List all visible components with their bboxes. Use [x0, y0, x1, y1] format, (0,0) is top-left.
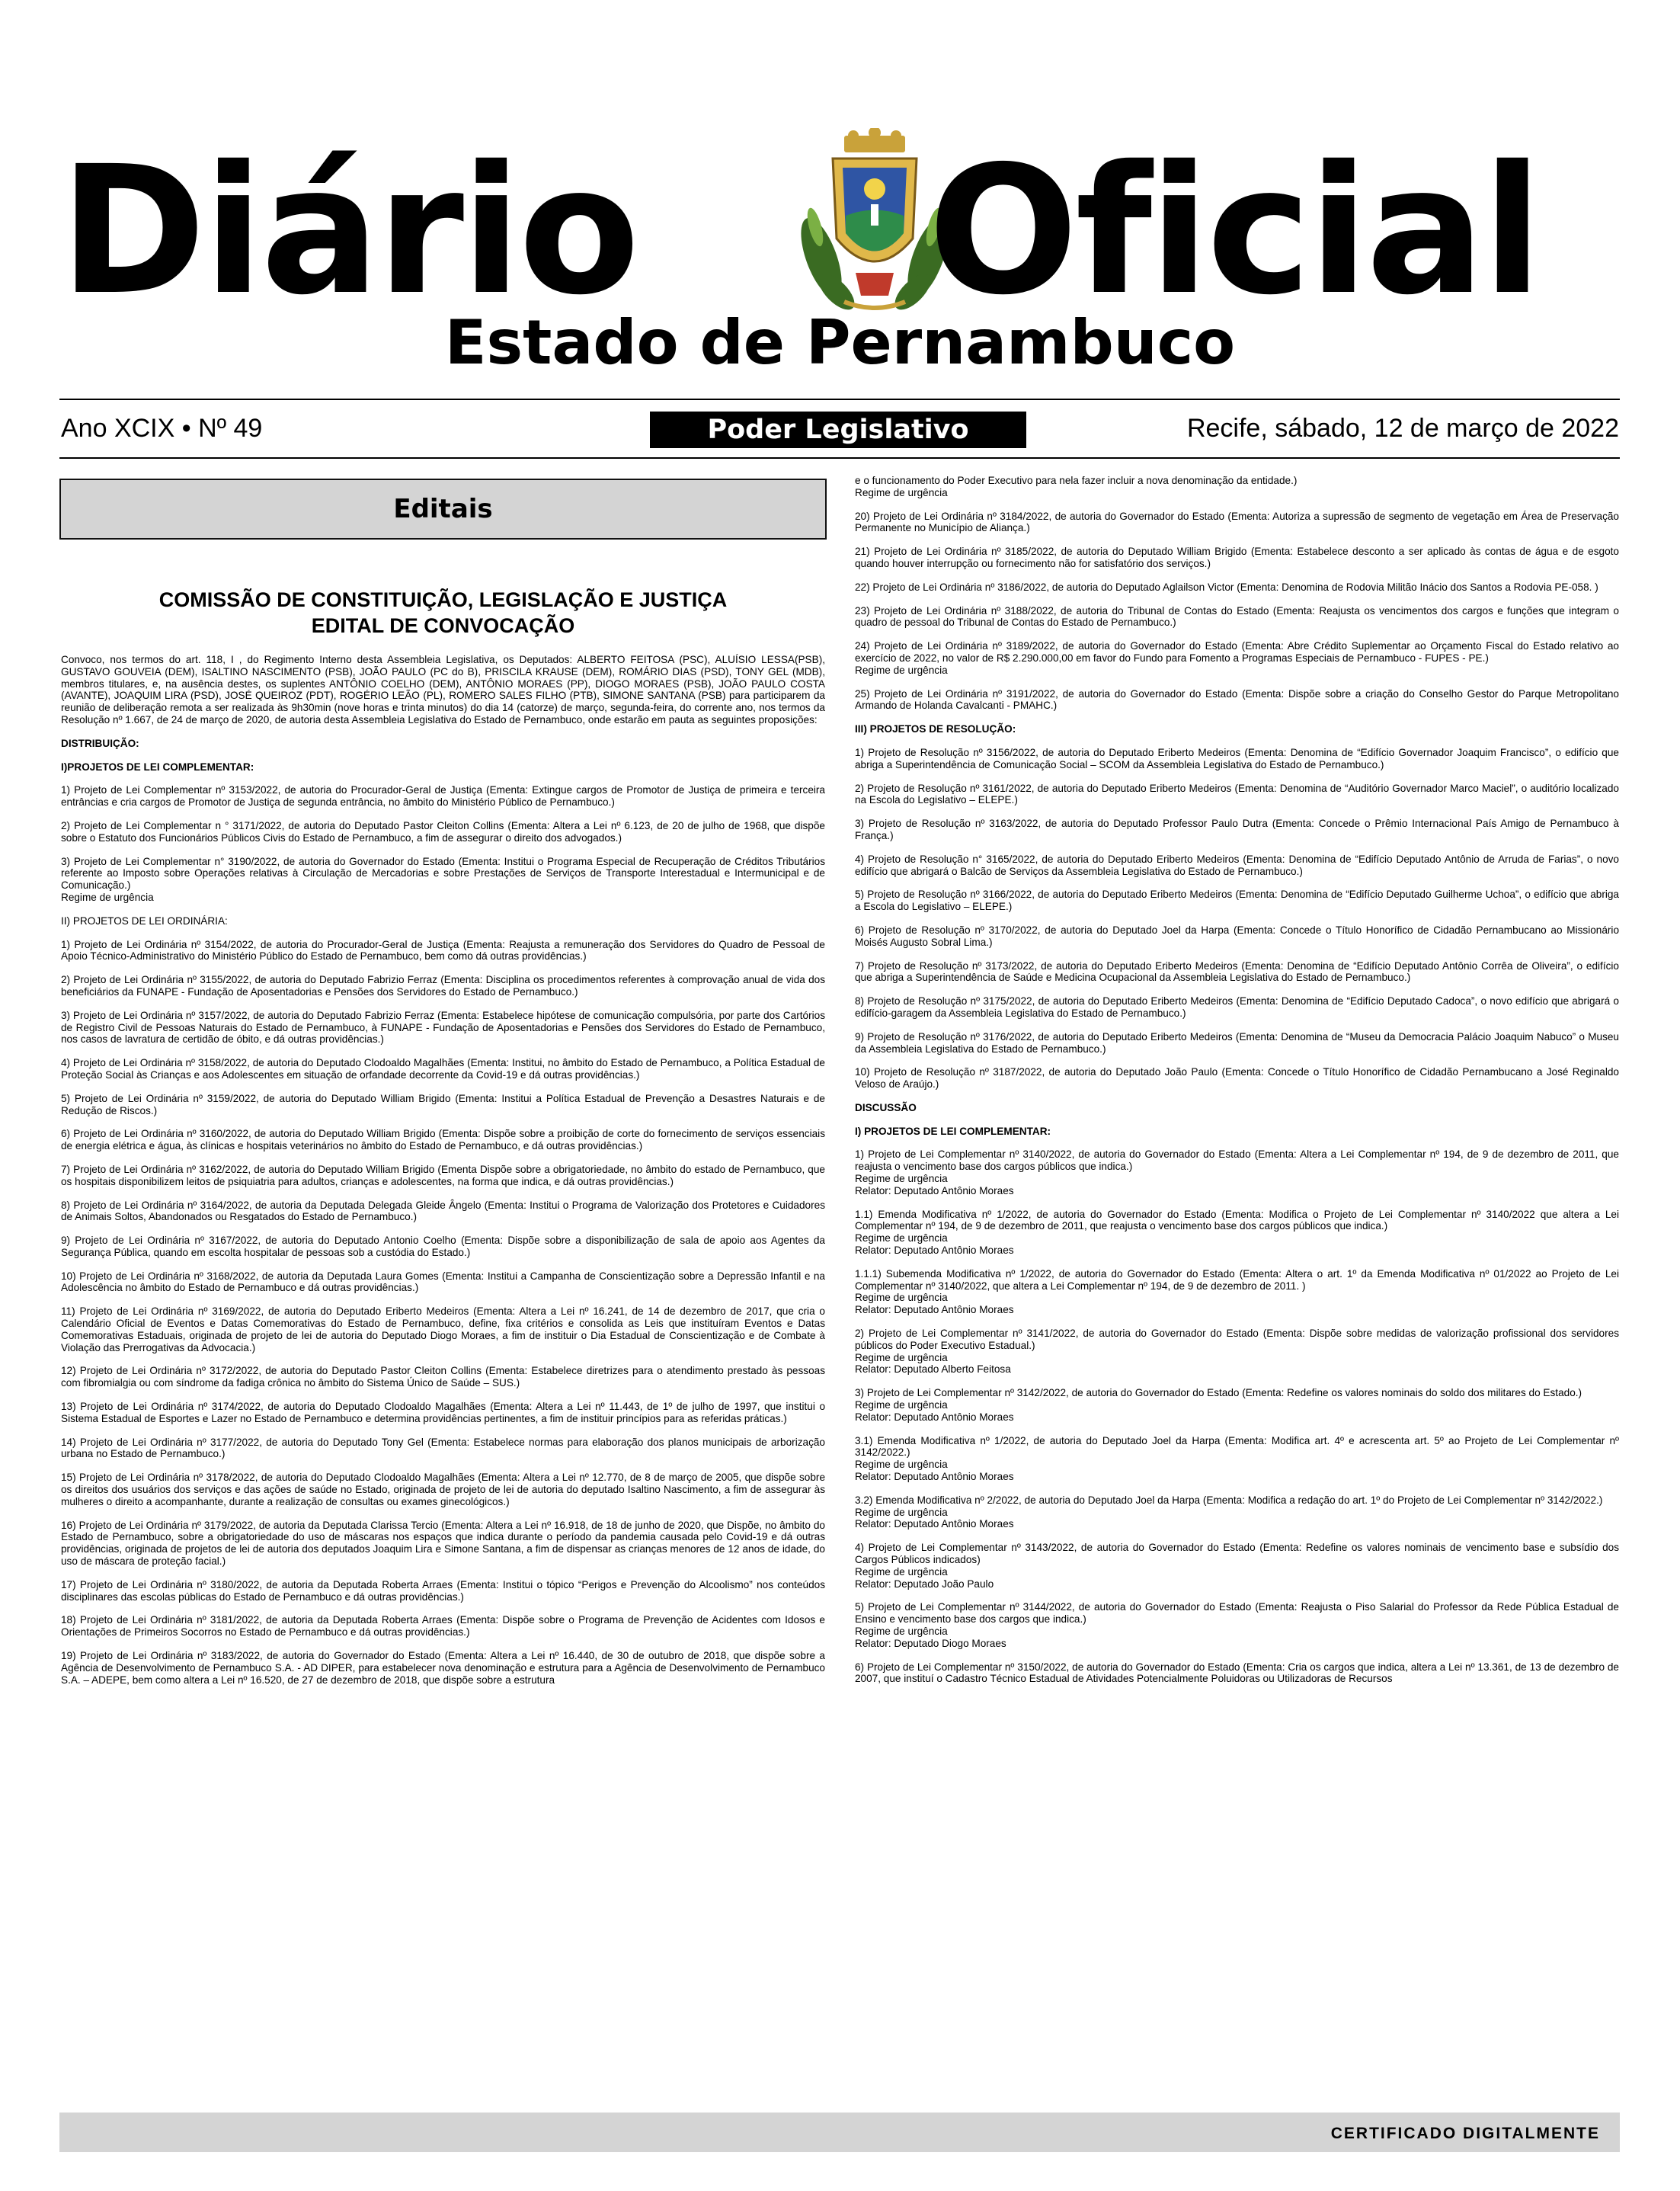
issue-number: Ano XCIX • Nº 49 — [61, 414, 263, 443]
agenda-paragraph — [855, 960, 1619, 985]
agenda-line: 14) Projeto de Lei Ordinária nº 3177/2022, de autoria do Deputado Tony Gel (Ementa: Estabelece normas para elaboração dos planos municipais de arborização urbana no Estado de Pernambuco.) — [61, 1436, 825, 1460]
agenda-line: 3.2) Emenda Modificativa nº 2/2022, de autoria do Deputado Joel da Harpa (Ementa: Modifica a redação do art. 1º do Projeto de Lei Complementar nº 3142/2022.) — [855, 1494, 1603, 1506]
agenda-line: 13) Projeto de Lei Ordinária nº 3174/2022, de autoria do Deputado Clodoaldo Magalhães (Ementa: Altera a Lei nº 11.443, de 1º de julho de 1997, que institui o Sistema Estadual de Esportes e Lazer no Estado de Pernambuco e determina providências pertinentes, a fim de instituir princípios para as referidas práticas.) — [61, 1401, 825, 1424]
agenda-paragraph — [855, 605, 1619, 629]
agenda-line: 20) Projeto de Lei Ordinária nº 3184/2022, de autoria do Governador do Estado (Ementa: Autoriza a supressão de segmento de vegetação em Área de Preservação Permanente no Município de Aliança.) — [855, 510, 1619, 534]
agenda-line: 1) Projeto de Lei Complementar nº 3153/2022, de autoria do Procurador-Geral de Justiça (Ementa: Extingue cargos de Promotor de Justiça de primeira e terceira entrâncias e cria cargos de Promotor de Justiça de segunda entrância, no âmbito do Ministério Público de Pernambuco.) — [61, 784, 825, 809]
agenda-paragraph — [61, 1093, 825, 1117]
agenda-paragraph — [855, 640, 1619, 676]
agenda-line: 4) Projeto de Lei Ordinária nº 3158/2022, de autoria do Deputado Clodoaldo Magalhães (Ementa: Institui, no âmbito do Estado de Pernambuco, a Política Estadual de Proteção Social às Crianças e aos Adolescentes em situação de orfandade decorrente da Covid-19 e dá outras providências.) — [61, 1057, 825, 1081]
agenda-paragraph — [855, 688, 1619, 713]
agenda-line: I) PROJETOS DE LEI COMPLEMENTAR: — [855, 1125, 1051, 1137]
agenda-line: 8) Projeto de Resolução nº 3175/2022, de autoria do Deputado Eriberto Medeiros (Ementa: Denomina de “Edifício Deputado Cadoca”, o novo edifício que abrigará o edifício-garagem da Assembleia Legislativa do Estado de Pernambuco.) — [855, 995, 1619, 1019]
agenda-paragraph — [855, 1102, 1619, 1114]
header-divider-bottom — [59, 457, 1620, 459]
agenda-paragraph — [61, 738, 825, 750]
agenda-paragraph — [61, 1401, 825, 1425]
agenda-paragraph — [855, 1494, 1619, 1530]
agenda-line: 2) Projeto de Lei Complementar n ° 3171/2022, de autoria do Deputado Pastor Cleiton Collins (Ementa: Altera a Lei nº 6.123, de 20 de julho de 1968, que dispõe sobre o Estatuto dos Funcionários Públicos Civis do Estado de Pernambuco, a fim de assegurar o direito dos advogados.) — [61, 819, 825, 844]
agenda-paragraph — [855, 818, 1619, 842]
agenda-paragraph — [855, 546, 1619, 570]
agenda-paragraph — [61, 654, 825, 726]
agenda-line: Regime de urgência — [855, 664, 948, 676]
agenda-line: 23) Projeto de Lei Ordinária nº 3188/2022, de autoria do Tribunal de Contas do Estado (Ementa: Reajusta os vencimentos dos cargos e funções que integram o quadro de pessoal do Tribunal de Contas do Estado de Pernambuco.) — [855, 604, 1619, 629]
agenda-line: 1) Projeto de Lei Complementar nº 3140/2022, de autoria do Governador do Estado (Ementa: Altera a Lei Complementar nº 194, de 9 de dezembro de 2011, que reajusta o vencimento base dos cargos públicos que indica.) — [855, 1148, 1619, 1173]
agenda-line: 4) Projeto de Resolução n° 3165/2022, de autoria do Deputado Eriberto Medeiros (Ementa: Denomina de “Edifício Deputado Antônio de Arruda de Farias”, o novo edifício que abrigará o Balcão de Serviços da Assembleia Legislativa do Estado de Pernambuco.) — [855, 853, 1619, 877]
agenda-line: 9) Projeto de Lei Ordinária nº 3167/2022, de autoria do Deputado Antonio Coelho (Ementa: Dispõe sobre a disponibilização de sala de apoio aos Agentes da Segurança Pública, quando em escolta hospitalar de pessoas sob a custódia do Estado.) — [61, 1235, 825, 1258]
agenda-paragraph — [855, 995, 1619, 1020]
agenda-line: 6) Projeto de Resolução nº 3170/2022, de autoria do Deputado Joel da Harpa (Ementa: Concede o Título Honorífico de Cidadão Pernambucano ao Missionário Moisés Augusto Sobral Lima.) — [855, 924, 1619, 948]
agenda-paragraph — [61, 1437, 825, 1461]
agenda-paragraph — [855, 1209, 1619, 1257]
agenda-line: I)PROJETOS DE LEI COMPLEMENTAR: — [61, 761, 254, 773]
agenda-paragraph — [61, 1235, 825, 1259]
agenda-paragraph — [61, 1365, 825, 1389]
agenda-paragraph — [61, 1128, 825, 1152]
agenda-line: 15) Projeto de Lei Ordinária nº 3178/2022, de autoria do Deputado Clodoaldo Magalhães (Ementa: Altera a Lei nº 12.770, de 8 de março de 2005, que dispõe sobre os direitos dos usuários dos serviços e das ações de saúde no Estado, originada de projeto de lei de autoria do deputado Isaltino Nascimento, a fim de assegurar às mulheres o direito a acompanhante, durante a realização de consultas ou exames ginecológicos.) — [61, 1472, 825, 1507]
agenda-paragraph — [61, 1200, 825, 1224]
agenda-paragraph — [61, 1057, 825, 1081]
agenda-paragraph — [855, 1126, 1619, 1138]
agenda-paragraph — [61, 939, 825, 963]
agenda-line: Relator: Deputado Antônio Moraes — [855, 1411, 1014, 1423]
agenda-line: 3) Projeto de Lei Complementar n° 3190/2022, de autoria do Governador do Estado (Ementa: Institui o Programa Especial de Recuperação de Créditos Tributários referente ao Imposto sobre Operações relativas à Circulação de Mercadorias e sobre Prestações de Serviços de Transporte Interestadual e Intermunicipal e de Comunicação.) — [61, 855, 825, 892]
agenda-line: 1) Projeto de Lei Ordinária nº 3154/2022, de autoria do Procurador-Geral de Justiça (Ementa: Reajusta a remuneração dos Servidores do Quadro de Pessoal de Apoio Técnico-Administrativo do Ministério Público do Estado de Pernambuco, bem como dá outras providências.) — [61, 938, 825, 963]
agenda-line: 17) Projeto de Lei Ordinária nº 3180/2022, de autoria da Deputada Roberta Arraes (Ementa: Institui o tópico “Perigos e Prevenção do Alcoolismo” nos conteúdos disciplinares das escolas públicas do Estado de Pernambuco e dá outras providências.) — [61, 1578, 825, 1603]
agenda-paragraph — [855, 1387, 1619, 1423]
right-column — [855, 475, 1619, 1696]
agenda-line: 5) Projeto de Lei Ordinária nº 3159/2022, de autoria do Deputado William Brigido (Ementa: Institui a Política Estadual de Prevenção a Desastres Naturais e de Redução de Riscos.) — [61, 1092, 825, 1116]
agenda-line: 5) Projeto de Lei Complementar nº 3144/2022, de autoria do Governador do Estado (Ementa: Reajusta o Piso Salarial do Professor da Rede Pública Estadual de Ensino e vencimento base dos cargos que indica.) — [855, 1601, 1619, 1626]
agenda-line: 9) Projeto de Resolução nº 3176/2022, de autoria do Deputado Eriberto Medeiros (Ementa: Denomina de “Museu da Democracia Palácio Joaquim Nabuco” o Museu da Assembleia Legislativa do Estado de Pernambuco.) — [855, 1030, 1619, 1055]
agenda-paragraph — [61, 1305, 825, 1353]
agenda-line: Regime de urgência — [855, 1292, 948, 1304]
agenda-paragraph — [61, 1164, 825, 1188]
agenda-line: 21) Projeto de Lei Ordinária nº 3185/2022, de autoria do Deputado William Brigido (Ementa: Estabelece desconto a ser aplicado às contas de água e de esgoto quando houver interrupção ou fornecimento não for satisfatório dos serviços.) — [855, 546, 1619, 569]
agenda-line: DISCUSSÃO — [855, 1101, 917, 1113]
agenda-line: 12) Projeto de Lei Ordinária nº 3172/2022, de autoria do Deputado Pastor Cleiton Collins (Ementa: Estabelece diretrizes para o atendimento prestado às pessoas com fibromialgia ou com síndrome da fadiga crônica no âmbito do Sistema Único de Saúde – SUS.) — [61, 1365, 825, 1389]
agenda-paragraph — [855, 854, 1619, 878]
agenda-paragraph — [61, 1472, 825, 1507]
commission-title-line: EDITAL DE CONVOCAÇÃO — [311, 614, 575, 637]
agenda-paragraph — [855, 924, 1619, 949]
agenda-line: Relator: Deputado Antônio Moraes — [855, 1184, 1014, 1196]
agenda-paragraph — [855, 1435, 1619, 1483]
agenda-line: Convoco, nos termos do art. 118, I , do Regimento Interno desta Assembleia Legislativa, os Deputados: ALBERTO FEITOSA (PSC), ALUÍSIO LESSA(PSB), GUSTAVO GOUVEIA (DEM), ISALTINO NASCIMENTO (PSB), JOÃO PAULO (PC do B), PRISCILA KRAUSE (DEM), ROMÁRIO DIAS (PSD), TONY GEL (MDB), membros titulares, e, na ausência destes, os suplentes ANTÔNIO COELHO (DEM), ANTÔNIO MORAES (PP), DIOGO MORAES (PSB), JOÃO PAULO COSTA (AVANTE), JOAQUIM LIRA (PSD), JOSÉ QUEIROZ (PDT), ROGÉRIO LEÃO (PL), ROMERO SALES FILHO (PTB), SIMONE SANTANA (PSB) para participarem da reunião de deliberação remota a ser realizada às 9h30min (nove horas e trinta minutos) do dia 14 (catorze) de março, segunda-feira, do corrente ano, nos termos da Resolução nº 1.667, de 24 de março de 2020, de autoria desta Assembleia Legislativa do Estado de Pernambuco, onde estarão em pauta as seguintes proposições: — [61, 654, 825, 726]
editais-heading: Editais — [59, 479, 827, 540]
agenda-line: 16) Projeto de Lei Ordinária nº 3179/2022, de autoria da Deputada Clarissa Tercio (Ementa: Altera a Lei nº 16.918, de 18 de junho de 2020, que Dispõe, no âmbito do Estado de Pernambuco, sobre a obrigatoriedade do uso de máscaras nos espaços que indica durante o período da pandemia causada pelo Covid-19 e dá outras providências, originada de projetos de lei de autoria dos deputados Joaquim Lira e Simone Santana, a fim de dispensar as crianças menores de 12 anos de idade, do uso de máscara de proteção facial.) — [61, 1519, 825, 1568]
agenda-line: 2) Projeto de Resolução nº 3161/2022, de autoria do Deputado Eriberto Medeiros (Ementa: Denomina de “Auditório Governador Marco Maciel”, o auditório localizado na Escola do Legislativo – ELEPE.) — [855, 782, 1619, 806]
agenda-paragraph — [61, 1650, 825, 1686]
agenda-line: 10) Projeto de Lei Ordinária nº 3168/2022, de autoria da Deputada Laura Gomes (Ementa: Institui a Campanha de Conscientização sobre a Depressão Infantil e na Adolescência no âmbito do Estado de Pernambuco e dá outras providências.) — [61, 1270, 825, 1294]
agenda-paragraph — [61, 1614, 825, 1638]
agenda-paragraph — [855, 475, 1619, 499]
agenda-paragraph — [855, 1542, 1619, 1590]
agenda-paragraph — [61, 820, 825, 844]
agenda-line: 5) Projeto de Resolução nº 3166/2022, de autoria do Deputado Eriberto Medeiros (Ementa: Denomina de “Edifício Deputado Guilherme Uchoa”, o edifício que abriga a Escola do Legislativo – ELEPE.) — [855, 889, 1619, 913]
masthead-word-right: Oficial — [928, 128, 1540, 334]
agenda-paragraph — [855, 1268, 1619, 1316]
agenda-paragraph — [855, 783, 1619, 807]
agenda-line: III) PROJETOS DE RESOLUÇÃO: — [855, 723, 1016, 735]
agenda-line: 1.1.1) Subemenda Modificativa nº 1/2022, de autoria do Governador do Estado (Ementa: Altera o art. 1º da Emenda Modificativa nº 01/2022 ao Projeto de Lei Complementar nº 3140/2022, que altera a Lei Complementar nº 194, de 9 de dezembro de 2011. ) — [855, 1267, 1619, 1292]
agenda-line: 24) Projeto de Lei Ordinária nº 3189/2022, de autoria do Governador do Estado (Ementa: Abre Crédito Suplementar ao Orçamento Fiscal do Estado relativo ao exercício de 2022, no valor de R$ 2.290.000,00 em favor do Fundo para Fomento a Programas Especiais de Pernambuco - FUPES - PE.) — [855, 640, 1619, 664]
agenda-paragraph — [61, 784, 825, 809]
agenda-paragraph — [855, 723, 1619, 735]
agenda-line: 6) Projeto de Lei Complementar nº 3150/2022, de autoria do Governador do Estado (Ementa: Cria os cargos que indica, altera a Lei nº 13.361, de 13 de dezembro de 2007, que instituí o Cadastro Técnico Estadual de Atividades Potencialmente Poluidoras ou Utilizadoras de Recursos — [855, 1661, 1619, 1685]
agenda-line: 3) Projeto de Lei Complementar nº 3142/2022, de autoria do Governador do Estado (Ementa: Redefine os valores nominais do soldo dos militares do Estado.) — [855, 1387, 1582, 1399]
certificate-label: CERTIFICADO DIGITALMENTE — [1330, 2125, 1600, 2142]
agenda-line: 3) Projeto de Lei Ordinária nº 3157/2022, de autoria do Deputado Fabrizio Ferraz (Ementa: Estabelece hipótese de comunicação compulsória, por parte dos Cartórios de Registro Civil de Pessoas Naturais do Estado de Pernambuco, à FUNAPE - Fundação de Aposentadorias e Pensões dos Servidores do Estado de Pernambuco, nos casos de lavratura de certidão de óbito, e dá outras providências.) — [61, 1009, 825, 1046]
agenda-paragraph — [855, 581, 1619, 594]
agenda-line: 7) Projeto de Resolução nº 3173/2022, de autoria do Deputado Eriberto Medeiros (Ementa: Denomina de “Edifício Deputado Antônio Corrêa de Oliveira”, o edifício que abriga a Superintendência de Saúde e Medicina Ocupacional da Assembleia Legislativa do Estado de Pernambuco.) — [855, 959, 1619, 984]
agenda-line: Regime de urgência — [855, 1351, 948, 1363]
agenda-line: Regime de urgência — [855, 1232, 948, 1244]
agenda-line: Regime de urgência — [855, 1173, 948, 1185]
agenda-line: 25) Projeto de Lei Ordinária nº 3191/2022, de autoria do Governador do Estado (Ementa: Dispõe sobre a criação do Conselho Gestor do Parque Metropolitano Armando de Holanda Cavalcanti - PMAHC.) — [855, 687, 1619, 712]
agenda-line: Regime de urgência — [855, 1399, 948, 1411]
agenda-line: Regime de urgência — [855, 486, 948, 498]
left-column — [61, 654, 825, 1697]
dateline: Recife, sábado, 12 de março de 2022 — [1186, 414, 1619, 443]
agenda-paragraph — [61, 974, 825, 998]
agenda-line: Relator: Deputado Alberto Feitosa — [855, 1363, 1011, 1376]
agenda-paragraph — [61, 856, 825, 904]
agenda-paragraph — [61, 761, 825, 774]
agenda-paragraph — [61, 1010, 825, 1046]
agenda-line: Relator: Deputado Antônio Moraes — [855, 1244, 1014, 1257]
agenda-paragraph — [61, 915, 825, 927]
agenda-line: 11) Projeto de Lei Ordinária nº 3169/2022, de autoria do Deputado Eriberto Medeiros (Ementa: Altera a Lei nº 16.241, de 14 de dezembro de 2017, que cria o Calendário Oficial de Eventos e Datas Comemorativas do Estado de Pernambuco, define, fixa critérios e consolida as Leis que instituíram Eventos e Datas Comemorativas Estaduais, originada de projeto de lei de autoria do Deputado Diogo Moraes, a fim de instituir o Dia Estadual de Conscientização e de Combate à Violação das Prerrogativas da Advocacia.) — [61, 1305, 825, 1353]
agenda-line: Relator: Deputado Antônio Moraes — [855, 1304, 1014, 1316]
masthead-title — [59, 128, 1620, 334]
agenda-line: Regime de urgência — [855, 1506, 948, 1518]
agenda-paragraph — [61, 1520, 825, 1568]
agenda-line: 1) Projeto de Resolução nº 3156/2022, de autoria do Deputado Eriberto Medeiros (Ementa: Denomina de “Edifício Governador Joaquim Francisco”, o edifício que abriga a Superintendência de Comunicação Social – SCOM da Assembleia Legislativa do Estado de Pernambuco.) — [855, 746, 1619, 770]
agenda-line: 4) Projeto de Lei Complementar nº 3143/2022, de autoria do Governador do Estado (Ementa: Redefine os valores nominais de vencimento base e subsídio dos Cargos Públicos indicados) — [855, 1542, 1619, 1565]
agenda-line: 3) Projeto de Resolução nº 3163/2022, de autoria do Deputado Professor Paulo Dutra (Ementa: Concede o Prêmio Internacional País Amigo de Pernambuco à França.) — [855, 818, 1619, 841]
agenda-line: 10) Projeto de Resolução nº 3187/2022, de autoria do Deputado João Paulo (Ementa: Concede o Título Honorífico de Cidadão Pernambucano a José Reginaldo Veloso de Araújo.) — [855, 1066, 1619, 1091]
header-divider-top — [59, 399, 1620, 400]
agenda-paragraph — [855, 511, 1619, 535]
agenda-line: Relator: Deputado Diogo Moraes — [855, 1637, 1006, 1649]
agenda-line: Relator: Deputado Antônio Moraes — [855, 1518, 1014, 1530]
agenda-line: 6) Projeto de Lei Ordinária nº 3160/2022, de autoria do Deputado William Brigido (Ementa: Dispõe sobre a proibição de corte do fornecimento de serviços essenciais de energia elétrica e água, às clínicas e hospitais veterinários no âmbito do Estado de Pernambuco, e dá outras providências.) — [61, 1128, 825, 1152]
agenda-line: II) PROJETOS DE LEI ORDINÁRIA: — [61, 915, 228, 927]
agenda-line: DISTRIBUIÇÃO: — [61, 737, 139, 749]
agenda-paragraph — [61, 1579, 825, 1603]
commission-title-line: COMISSÃO DE CONSTITUIÇÃO, LEGISLAÇÃO E JUSTIÇA — [158, 588, 728, 611]
agenda-line: 1.1) Emenda Modificativa nº 1/2022, de autoria do Governador do Estado (Ementa: Modifica o Projeto de Lei Complementar nº 3140/2022 que altera a Lei Complementar nº 194, de 9 de dezembro de 2011, que reajusta o vencimento base dos cargos públicos que indica.) — [855, 1208, 1619, 1232]
agenda-line: Regime de urgência — [855, 1459, 948, 1471]
agenda-paragraph — [61, 1270, 825, 1295]
agenda-line: 7) Projeto de Lei Ordinária nº 3162/2022, de autoria do Deputado William Brigido (Ementa Dispõe sobre a obrigatoriedade, no âmbito do estado de Pernambuco, que os hospitais disponibilizem leitos de psiquiatria para adultos, crianças e adolescentes, na forma que indica, e dá outras providências.) — [61, 1163, 825, 1187]
agenda-paragraph — [855, 889, 1619, 913]
agenda-line: Relator: Deputado João Paulo — [855, 1578, 994, 1590]
masthead-subtitle: Estado de Pernambuco — [444, 307, 1236, 378]
commission-title — [61, 587, 825, 639]
agenda-line: 3.1) Emenda Modificativa nº 1/2022, de autoria do Deputado Joel da Harpa (Ementa: Modifica art. 4º e acrescenta art. 5º ao Projeto de Lei Complementar nº 3142/2022.) — [855, 1434, 1619, 1459]
agenda-paragraph — [855, 1328, 1619, 1376]
agenda-paragraph — [855, 1148, 1619, 1196]
agenda-line: 2) Projeto de Lei Complementar nº 3141/2022, de autoria do Governador do Estado (Ementa: Dispõe sobre medidas de valorização profissional dos servidores públicos do Poder Executivo Estadual.) — [855, 1328, 1619, 1351]
agenda-line: 22) Projeto de Lei Ordinária nº 3186/2022, de autoria do Deputado Aglailson Victor (Ementa: Denomina de Rodovia Militão Inácio dos Santos a Rodovia PE-058. ) — [855, 581, 1598, 593]
agenda-line: 2) Projeto de Lei Ordinária nº 3155/2022, de autoria do Deputado Fabrizio Ferraz (Ementa: Disciplina os procedimentos referentes à comprovação anual de vida dos beneficiários da FUNAPE - Fundação de Aposentadorias e Pensões dos Servidores do Estado de Pernambuco.) — [61, 974, 825, 998]
agenda-line: Regime de urgência — [855, 1565, 948, 1578]
agenda-line: e o funcionamento do Poder Executivo para nela fazer incluir a nova denominação da entidade.) — [855, 475, 1298, 486]
agenda-line: 19) Projeto de Lei Ordinária nº 3183/2022, de autoria do Governador do Estado (Ementa: Altera a Lei nº 16.440, de 30 de outubro de 2018, que dispõe sobre a Agência de Desenvolvimento de Pernambuco S.A. - AD DIPER, para estabelecer nova denominação e estrutura para a Agência de Desenvolvimento de Pernambuco S.A. – ADEPE, bem como altera a Lei nº 16.520, de 27 de dezembro de 2018, que dispõe sobre a estrutura — [61, 1650, 825, 1686]
agenda-line: Regime de urgência — [855, 1625, 948, 1637]
section-label: Poder Legislativo — [650, 412, 1026, 448]
agenda-line: Regime de urgência — [61, 891, 154, 903]
agenda-line: 8) Projeto de Lei Ordinária nº 3164/2022, de autoria da Deputada Delegada Gleide Ângelo (Ementa: Institui o Programa de Valorização dos Protetores e Cuidadores de Animais Soltos, Abandonados ou Resgatados do Estado de Pernambuco.) — [61, 1199, 825, 1223]
agenda-paragraph — [855, 1661, 1619, 1686]
agenda-paragraph — [855, 1066, 1619, 1091]
agenda-line: Relator: Deputado Antônio Moraes — [855, 1471, 1014, 1483]
masthead-word-left: Diário — [59, 128, 637, 334]
agenda-paragraph — [855, 1031, 1619, 1055]
agenda-paragraph — [855, 1601, 1619, 1649]
agenda-paragraph — [855, 747, 1619, 771]
agenda-line: 18) Projeto de Lei Ordinária nº 3181/2022, de autoria da Deputada Roberta Arraes (Ementa: Dispõe sobre o Programa de Prevenção de Acidentes com Idosos e Orientações de Primeiros Socorros no Estado de Pernambuco e dá outras providências.) — [61, 1614, 825, 1638]
